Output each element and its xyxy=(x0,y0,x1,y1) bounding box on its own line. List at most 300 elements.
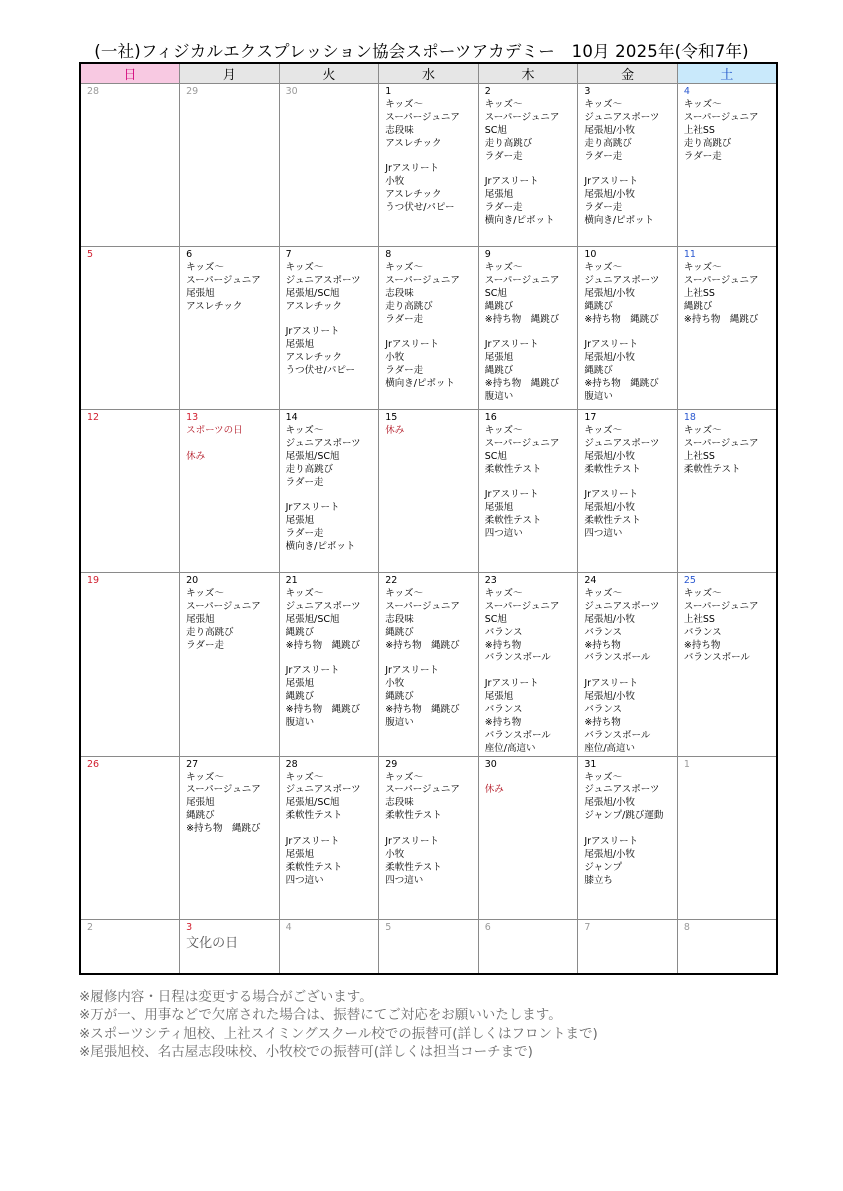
day-number: 14 xyxy=(285,412,298,423)
day-cell xyxy=(478,84,578,247)
schedule-line: キッズ～ xyxy=(285,424,324,436)
schedule-line: 柔軟性テスト xyxy=(683,463,741,475)
day-cell xyxy=(180,84,280,247)
schedule-line: Jrアスリート xyxy=(385,836,440,848)
schedule-line xyxy=(578,326,677,339)
day-cell xyxy=(80,247,180,410)
day-number: 31 xyxy=(584,758,597,770)
schedule-line: ジャンプ/跳び運動 xyxy=(584,810,664,822)
schedule-line: Jrアスリート xyxy=(285,326,340,338)
schedule-line: 尾張旭 xyxy=(484,189,514,201)
schedule-line: 休み xyxy=(385,424,405,436)
schedule-line: キッズ～ xyxy=(484,587,523,599)
week-row xyxy=(80,573,777,757)
schedule-line: 尾張旭/SC旭 xyxy=(285,797,340,809)
schedule-line: アスレチック xyxy=(385,189,442,201)
day-number: 1 xyxy=(385,86,392,97)
schedule-line: ※持ち物 縄跳び xyxy=(285,639,361,651)
schedule-line: 縄跳び xyxy=(683,300,713,312)
note-line: ※尾張旭校、名古屋志段味校、小牧校での振替可(詳しくは担当コーチまで) xyxy=(79,1043,533,1060)
schedule-line: 腹這い xyxy=(584,390,613,402)
schedule-line: 尾張旭 xyxy=(285,678,315,690)
schedule-line: 柔軟性テスト xyxy=(584,463,641,475)
schedule-line: ※持ち物 縄跳び xyxy=(584,313,659,325)
schedule-line xyxy=(479,326,578,339)
schedule-line xyxy=(379,151,478,164)
day-cell xyxy=(677,573,777,757)
schedule-line: 尾張旭 xyxy=(484,352,514,364)
schedule-line: Jrアスリート xyxy=(385,339,440,351)
day-cell xyxy=(180,573,280,757)
schedule-line xyxy=(379,823,478,836)
schedule-line: キッズ～ xyxy=(484,424,523,436)
schedule-line: スーパージュニア xyxy=(484,437,560,449)
schedule-line: 腹這い xyxy=(484,390,514,402)
header-tuesday: 火 xyxy=(279,63,379,84)
schedule-line: ※持ち物 縄跳び xyxy=(484,378,560,390)
schedule-line: うつ伏せ/パピー xyxy=(385,202,455,214)
schedule-line: 横向き/ピボット xyxy=(484,215,555,227)
weekday-header-row xyxy=(80,63,777,84)
schedule-line xyxy=(578,823,677,836)
schedule-line xyxy=(280,489,379,502)
schedule-line: 尾張旭 xyxy=(285,339,315,351)
schedule-line: 尾張旭 xyxy=(285,515,315,527)
schedule-line: キッズ～ xyxy=(584,261,623,273)
schedule-line: バランスボール xyxy=(584,729,651,741)
header-wednesday: 水 xyxy=(379,63,479,84)
schedule-line: SC旭 xyxy=(484,450,507,462)
schedule-line: ジュニアスポーツ xyxy=(584,784,660,796)
schedule-line: バランス xyxy=(584,704,623,716)
schedule-line: 尾張旭 xyxy=(186,797,215,809)
schedule-line xyxy=(280,652,379,665)
schedule-line: ラダー走 xyxy=(385,313,424,325)
day-number: 27 xyxy=(186,758,199,770)
schedule-line: Jrアスリート xyxy=(584,176,639,188)
schedule-line: スーパージュニア xyxy=(484,600,560,612)
schedule-line: 小牧 xyxy=(385,352,405,364)
schedule-line: ※持ち物 xyxy=(484,639,522,651)
day-cell xyxy=(279,84,379,247)
schedule-line: 走り高跳び xyxy=(683,137,732,149)
schedule-line: 柔軟性テスト xyxy=(285,810,343,822)
schedule-line: Jrアスリート xyxy=(584,339,639,351)
day-number: 15 xyxy=(385,412,398,423)
day-cell xyxy=(379,573,479,757)
day-number: 10 xyxy=(584,249,597,260)
schedule-line: 横向き/ピボット xyxy=(584,215,655,227)
day-cell xyxy=(80,410,180,573)
day-cell xyxy=(578,247,678,410)
schedule-line: 縄跳び xyxy=(186,810,215,822)
schedule-line xyxy=(379,652,478,665)
schedule-line: バランス xyxy=(683,626,722,638)
schedule-line xyxy=(578,665,677,678)
schedule-line: バランスボール xyxy=(683,652,750,664)
day-number: 6 xyxy=(186,249,193,260)
schedule-line: 縄跳び xyxy=(285,626,315,638)
schedule-line: 尾張旭 xyxy=(484,502,514,514)
schedule-line: 尾張旭/SC旭 xyxy=(285,287,340,299)
day-number: 20 xyxy=(186,575,199,586)
day-cell xyxy=(279,410,379,573)
day-cell xyxy=(279,247,379,410)
schedule-line: 横向き/ピボット xyxy=(385,378,455,390)
schedule-line: 走り高跳び xyxy=(385,300,433,312)
day-cell xyxy=(478,919,578,974)
day-number: 28 xyxy=(87,86,100,97)
day-number: 24 xyxy=(584,575,597,586)
day-number: 23 xyxy=(484,575,497,586)
schedule-line: アスレチック xyxy=(385,137,442,149)
day-number: 30 xyxy=(484,758,497,770)
schedule-line: キッズ～ xyxy=(385,771,423,783)
schedule-line: Jrアスリート xyxy=(285,502,340,514)
day-cell xyxy=(80,573,180,757)
day-number: 4 xyxy=(285,921,292,933)
header-monday: 月 xyxy=(180,63,280,84)
schedule-line: 小牧 xyxy=(385,176,405,188)
schedule-line: ※持ち物 縄跳び xyxy=(484,313,560,325)
schedule-line: 志段味 xyxy=(385,124,414,136)
schedule-line: 走り高跳び xyxy=(285,463,334,475)
schedule-line: キッズ～ xyxy=(186,771,224,783)
schedule-line: 志段味 xyxy=(385,613,414,625)
schedule-line: SC旭 xyxy=(484,287,507,299)
day-number: 28 xyxy=(285,758,298,770)
schedule-line: ラダー走 xyxy=(385,365,424,377)
schedule-line: ジュニアスポーツ xyxy=(584,437,660,449)
day-number: 6 xyxy=(484,921,491,933)
schedule-line: Jrアスリート xyxy=(484,176,539,188)
day-number: 3 xyxy=(584,86,591,97)
day-cell xyxy=(677,247,777,410)
schedule-line: 柔軟性テスト xyxy=(584,515,641,527)
schedule-line: 尾張旭/小牧 xyxy=(584,124,636,136)
day-number: 1 xyxy=(683,758,690,770)
schedule-line: ※持ち物 縄跳び xyxy=(385,704,460,716)
schedule-line xyxy=(280,314,379,327)
schedule-line: 上社SS xyxy=(683,124,715,136)
schedule-line: SC旭 xyxy=(484,613,507,625)
schedule-line: 柔軟性テスト xyxy=(385,810,442,822)
day-cell xyxy=(80,919,180,974)
schedule-line: 四つ這い xyxy=(385,874,424,886)
schedule-line: Jrアスリート xyxy=(584,489,639,501)
schedule-line: アスレチック xyxy=(285,300,342,312)
schedule-line: 座位/高這い xyxy=(584,742,636,754)
schedule-line: キッズ～ xyxy=(385,587,423,599)
day-number: 30 xyxy=(285,86,298,97)
schedule-line: 柔軟性テスト xyxy=(484,463,542,475)
week-row xyxy=(80,756,777,919)
schedule-line: ジュニアスポーツ xyxy=(584,274,660,286)
day-number: 8 xyxy=(385,249,392,260)
week-row xyxy=(80,919,777,974)
day-number: 13 xyxy=(186,412,199,423)
schedule-line: 走り高跳び xyxy=(584,137,632,149)
schedule-line: 尾張旭/小牧 xyxy=(584,287,636,299)
schedule-line: ジュニアスポーツ xyxy=(285,274,361,286)
day-cell xyxy=(279,573,379,757)
schedule-line: スーパージュニア xyxy=(385,111,460,123)
schedule-line xyxy=(280,823,379,836)
schedule-line: スーパージュニア xyxy=(683,437,759,449)
schedule-line: Jrアスリート xyxy=(385,163,440,175)
schedule-line: ※持ち物 縄跳び xyxy=(285,704,361,716)
schedule-line: 尾張旭/SC旭 xyxy=(285,613,340,625)
schedule-line: ジャンプ xyxy=(584,861,623,873)
header-sunday: 日 xyxy=(80,63,180,84)
schedule-line xyxy=(479,477,578,490)
day-number: 7 xyxy=(584,921,591,933)
schedule-line: ジュニアスポーツ xyxy=(285,784,361,796)
schedule-line: 膝立ち xyxy=(584,874,613,886)
schedule-line: ※持ち物 xyxy=(584,716,621,728)
schedule-line: キッズ～ xyxy=(683,261,722,273)
day-cell xyxy=(478,573,578,757)
schedule-line: ラダー走 xyxy=(484,202,523,214)
schedule-line xyxy=(479,772,578,785)
schedule-line: 志段味 xyxy=(385,287,414,299)
day-cell xyxy=(379,756,479,919)
day-cell xyxy=(578,84,678,247)
schedule-line: ラダー走 xyxy=(584,150,623,162)
schedule-line: 縄跳び xyxy=(385,626,414,638)
schedule-line: キッズ～ xyxy=(683,424,722,436)
day-cell xyxy=(279,919,379,974)
schedule-line: スーパージュニア xyxy=(385,274,460,286)
day-cell xyxy=(677,756,777,919)
schedule-line: 尾張旭/小牧 xyxy=(584,352,636,364)
day-number: 9 xyxy=(484,249,491,260)
schedule-line: 四つ這い xyxy=(584,528,623,540)
schedule-line: バランスボール xyxy=(484,729,551,741)
notes xyxy=(79,988,819,1061)
day-cell xyxy=(578,410,678,573)
schedule-line: 柔軟性テスト xyxy=(385,861,442,873)
day-number: 17 xyxy=(584,412,597,423)
day-cell xyxy=(379,247,479,410)
schedule-line: 小牧 xyxy=(385,678,405,690)
schedule-line: 休み xyxy=(484,784,504,796)
schedule-line: Jrアスリート xyxy=(584,836,639,848)
day-number: 21 xyxy=(285,575,298,586)
note-line: ※履修内容・日程は変更する場合がございます。 xyxy=(79,989,373,1005)
schedule-line: アスレチック xyxy=(285,352,342,364)
schedule-line xyxy=(578,477,677,490)
header-thursday: 木 xyxy=(478,63,578,84)
schedule-line: キッズ～ xyxy=(285,587,324,599)
day-number: 29 xyxy=(186,86,199,97)
day-cell xyxy=(478,410,578,573)
day-number: 26 xyxy=(87,758,100,770)
schedule-line: スーパージュニア xyxy=(683,274,759,286)
day-cell xyxy=(478,756,578,919)
day-cell xyxy=(379,919,479,974)
schedule-line: キッズ～ xyxy=(584,424,623,436)
note-line: ※スポーツシティ旭校、上社スイミングスクール校での振替可(詳しくはフロントまで) xyxy=(79,1025,598,1042)
schedule-line xyxy=(180,438,279,451)
schedule-line: スーパージュニア xyxy=(484,111,560,123)
schedule-line: ※持ち物 縄跳び xyxy=(186,823,261,835)
schedule-line: 小牧 xyxy=(385,849,405,860)
schedule-line: 尾張旭 xyxy=(186,287,215,299)
day-number: 2 xyxy=(484,86,491,97)
day-cell xyxy=(677,410,777,573)
schedule-line: 上社SS xyxy=(683,613,715,625)
schedule-line: Jrアスリート xyxy=(285,665,340,677)
day-number: 19 xyxy=(87,575,100,586)
week-row xyxy=(80,247,777,410)
schedule-line: 四つ這い xyxy=(285,874,324,886)
day-number: 25 xyxy=(683,575,696,586)
schedule-line: Jrアスリート xyxy=(484,489,539,501)
schedule-line: バランスボール xyxy=(484,652,551,664)
schedule-line xyxy=(479,163,578,176)
day-number: 22 xyxy=(385,575,398,586)
schedule-line: 縄跳び xyxy=(584,365,613,377)
schedule-line: 横向き/ピボット xyxy=(285,541,356,553)
schedule-line: スーパージュニア xyxy=(186,600,261,612)
schedule-line: SC旭 xyxy=(484,124,507,136)
schedule-line: アスレチック xyxy=(186,300,243,312)
schedule-line: 尾張旭 xyxy=(186,613,215,625)
schedule-line: スーパージュニア xyxy=(385,784,460,796)
day-number: 29 xyxy=(385,758,398,770)
week-row xyxy=(80,84,777,247)
schedule-line: 走り高跳び xyxy=(186,626,234,638)
schedule-line: キッズ～ xyxy=(186,587,224,599)
schedule-line: 尾張旭 xyxy=(285,849,315,860)
schedule-line: 座位/高這い xyxy=(484,742,536,754)
schedule-line: ラダー走 xyxy=(186,639,224,651)
schedule-line xyxy=(479,665,578,678)
schedule-line: キッズ～ xyxy=(683,587,722,599)
schedule-line: Jrアスリート xyxy=(484,339,539,351)
schedule-line: 尾張旭/小牧 xyxy=(584,849,636,860)
schedule-line: 縄跳び xyxy=(584,300,613,312)
schedule-line: ジュニアスポーツ xyxy=(285,437,361,449)
schedule-line: ラダー走 xyxy=(484,150,523,162)
schedule-line: キッズ～ xyxy=(683,98,722,110)
day-cell xyxy=(80,84,180,247)
day-number: 2 xyxy=(87,921,94,933)
schedule-line: ジュニアスポーツ xyxy=(285,600,361,612)
day-cell xyxy=(677,84,777,247)
day-number: 18 xyxy=(683,412,696,423)
day-number: 12 xyxy=(87,412,100,423)
day-cell xyxy=(478,247,578,410)
schedule-line: ※持ち物 縄跳び xyxy=(683,313,759,325)
schedule-line: 尾張旭/小牧 xyxy=(584,502,636,514)
schedule-line: キッズ～ xyxy=(186,261,224,273)
calendar-table xyxy=(79,62,778,975)
day-cell xyxy=(379,84,479,247)
schedule-line: 尾張旭/小牧 xyxy=(584,450,636,462)
schedule-line: Jrアスリート xyxy=(285,836,340,848)
day-number: 4 xyxy=(683,86,690,97)
schedule-line: 腹這い xyxy=(385,716,414,728)
schedule-line: キッズ～ xyxy=(285,771,324,783)
schedule-line: 尾張旭/小牧 xyxy=(584,189,636,201)
schedule-line: 上社SS xyxy=(683,287,715,299)
schedule-line: 縄跳び xyxy=(285,691,315,703)
schedule-line: キッズ～ xyxy=(385,261,423,273)
schedule-line: 尾張旭/SC旭 xyxy=(285,450,340,462)
schedule-line: キッズ～ xyxy=(484,98,523,110)
schedule-line: バランス xyxy=(484,704,523,716)
week-row xyxy=(80,410,777,573)
schedule-line: ラダー走 xyxy=(285,528,324,540)
schedule-line: スーパージュニア xyxy=(484,274,560,286)
schedule-line: スーパージュニア xyxy=(683,111,759,123)
schedule-line xyxy=(379,326,478,339)
day-number: 3 xyxy=(186,921,193,933)
schedule-line: ※持ち物 xyxy=(683,639,721,651)
day-cell xyxy=(677,919,777,974)
schedule-line: 志段味 xyxy=(385,797,414,809)
day-cell xyxy=(578,573,678,757)
schedule-line: キッズ～ xyxy=(484,261,523,273)
day-cell xyxy=(379,410,479,573)
schedule-line: バランス xyxy=(484,626,523,638)
schedule-line: Jrアスリート xyxy=(484,678,539,690)
schedule-line: ※持ち物 縄跳び xyxy=(584,378,659,390)
schedule-line: バランス xyxy=(584,626,623,638)
schedule-line: スーパージュニア xyxy=(186,784,261,796)
schedule-line: うつ伏せ/パピー xyxy=(285,365,355,377)
schedule-line: 縄跳び xyxy=(484,300,514,312)
day-number: 11 xyxy=(683,249,696,260)
schedule-line: バランスボール xyxy=(584,652,651,664)
calendar-body xyxy=(80,84,777,974)
schedule-line: 尾張旭/小牧 xyxy=(584,613,636,625)
note-line: ※万が一、用事などで欠席された場合は、振替にてご対応をお願いいたします。 xyxy=(79,1007,562,1024)
schedule-line: 上社SS xyxy=(683,450,715,462)
schedule-line: 四つ這い xyxy=(484,528,523,540)
schedule-line: スーパージュニア xyxy=(385,600,460,612)
schedule-line: ※持ち物 xyxy=(484,716,522,728)
schedule-line: 腹這い xyxy=(285,716,315,728)
day-number: 5 xyxy=(385,921,392,933)
schedule-line: キッズ～ xyxy=(584,98,623,110)
schedule-line: ラダー走 xyxy=(584,202,623,214)
day-cell xyxy=(279,756,379,919)
schedule-line: 尾張旭/小牧 xyxy=(584,691,636,703)
schedule-line: スーパージュニア xyxy=(683,600,759,612)
schedule-line: 縄跳び xyxy=(484,365,514,377)
schedule-line: ※持ち物 縄跳び xyxy=(385,639,460,651)
header-friday: 金 xyxy=(578,63,678,84)
schedule-line: スポーツの日 xyxy=(186,424,243,436)
schedule-line: 文化の日 xyxy=(186,935,239,951)
schedule-line xyxy=(578,163,677,176)
schedule-line: スーパージュニア xyxy=(186,274,261,286)
schedule-line: キッズ～ xyxy=(584,587,623,599)
day-cell xyxy=(180,247,280,410)
day-cell xyxy=(180,756,280,919)
day-number: 7 xyxy=(285,249,292,260)
schedule-line: Jrアスリート xyxy=(584,678,639,690)
schedule-line: ラダー走 xyxy=(683,150,722,162)
schedule-line: キッズ～ xyxy=(584,771,623,783)
schedule-line: 休み xyxy=(186,450,206,462)
schedule-line: 柔軟性テスト xyxy=(484,515,542,527)
schedule-line: 尾張旭/小牧 xyxy=(584,797,636,809)
schedule-line: Jrアスリート xyxy=(385,665,440,677)
